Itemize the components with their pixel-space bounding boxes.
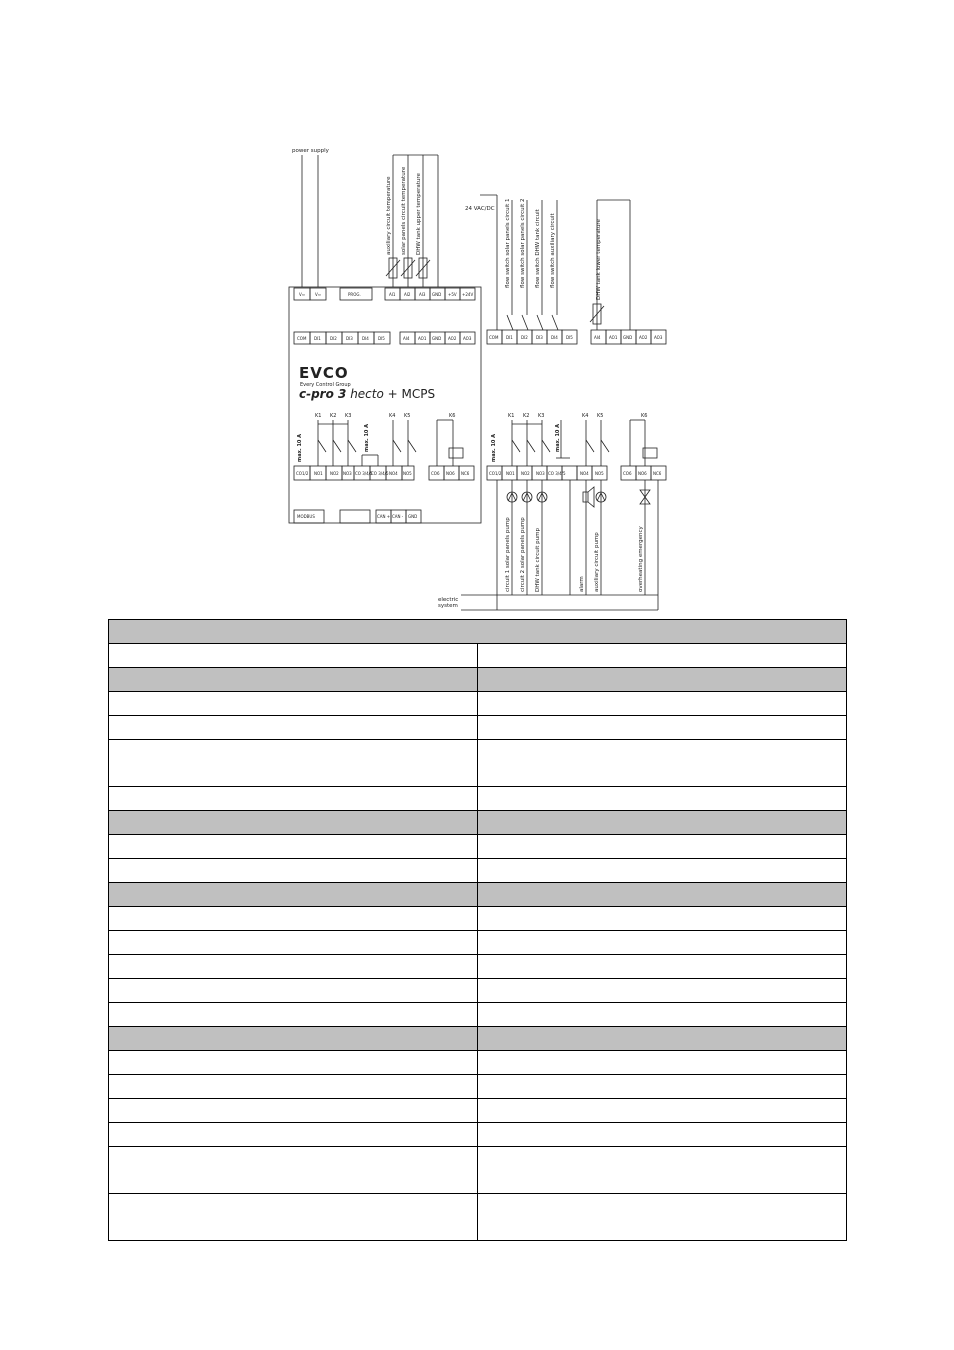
terminal-com: COM bbox=[297, 336, 307, 341]
relay-k3: K3 bbox=[345, 413, 352, 419]
terminal-ai3: AI3 bbox=[419, 292, 426, 297]
exp-relay-k1: K1 bbox=[508, 413, 515, 419]
exp-ao3: AO3 bbox=[654, 335, 663, 340]
sensor-label-1: auxiliary circuit temperature bbox=[386, 176, 392, 255]
table-row bbox=[109, 1003, 847, 1027]
load-label-overheating: overheating emergency bbox=[638, 526, 644, 592]
sensor-label-2: solar panels circuit temperature bbox=[401, 166, 407, 255]
exp-di2: DI2 bbox=[521, 335, 528, 340]
table-row bbox=[109, 1099, 847, 1123]
wiring-diagram bbox=[0, 0, 954, 620]
terminal-v1: V≈ bbox=[299, 292, 306, 297]
terminal-gnd-bottom: GND bbox=[408, 514, 418, 519]
max-label-2: max. 10 A bbox=[364, 423, 370, 452]
table-row bbox=[109, 931, 847, 955]
exp-out-nc6: NC6 bbox=[653, 471, 662, 476]
relay-k2: K2 bbox=[330, 413, 337, 419]
flow-label-2: flow switch solar panels circuit 2 bbox=[520, 198, 526, 288]
table-row bbox=[109, 1075, 847, 1099]
out-co12: CO1/2 bbox=[296, 471, 309, 476]
exp-ao1: AO1 bbox=[609, 335, 618, 340]
exp-relay-k5: K5 bbox=[597, 413, 604, 419]
exp-di1: DI1 bbox=[506, 335, 513, 340]
power-supply-label: power supply bbox=[292, 148, 329, 154]
max-label-1: max. 10 A bbox=[297, 433, 303, 462]
table-section-header bbox=[109, 668, 847, 692]
table-section-header bbox=[109, 883, 847, 907]
terminal-ao2: AO2 bbox=[448, 336, 457, 341]
table-row bbox=[109, 835, 847, 859]
terminal-ai1: AI1 bbox=[389, 292, 396, 297]
terminal-ao3: AO3 bbox=[463, 336, 472, 341]
load-label-1: circuit 1 solar panels pump bbox=[505, 517, 511, 592]
terminal-can-minus: CAN - bbox=[392, 514, 404, 519]
load-label-aux: auxiliary circuit pump bbox=[594, 532, 600, 592]
terminal-di4: DI4 bbox=[362, 336, 369, 341]
table-section-header bbox=[109, 1027, 847, 1051]
exp-di3: DI3 bbox=[536, 335, 543, 340]
exp-out-no3: NO3 bbox=[536, 471, 545, 476]
flow-label-4: flow switch auxiliary circuit bbox=[550, 213, 556, 288]
table-row bbox=[109, 1194, 847, 1241]
exp-di4: DI4 bbox=[551, 335, 558, 340]
exp-di5: DI5 bbox=[566, 335, 573, 340]
exp-relay-k6: K6 bbox=[641, 413, 648, 419]
exp-relay-k2: K2 bbox=[523, 413, 530, 419]
out-no2: NO2 bbox=[330, 471, 339, 476]
terminal-gnd-mid: GND bbox=[432, 336, 442, 341]
relay-k4: K4 bbox=[389, 413, 396, 419]
terminal-di2: DI2 bbox=[330, 336, 337, 341]
out-no6: NO6 bbox=[446, 471, 455, 476]
exp-out-co12: CO1/2 bbox=[489, 471, 502, 476]
table-row bbox=[109, 859, 847, 883]
exp-max-label-2: max. 10 A bbox=[555, 423, 561, 452]
exp-com: COM bbox=[489, 335, 499, 340]
table-row bbox=[109, 787, 847, 811]
product-name: c-pro 3 hecto + MCPS bbox=[299, 387, 436, 401]
exp-out-no1: NO1 bbox=[506, 471, 515, 476]
out-no1: NO1 bbox=[314, 471, 323, 476]
brand-subtitle: Every Control Group bbox=[300, 382, 351, 388]
table-row bbox=[109, 979, 847, 1003]
terminal-v2: V≈ bbox=[315, 292, 322, 297]
out-co6: CO6 bbox=[431, 471, 440, 476]
relay-k6: K6 bbox=[449, 413, 456, 419]
load-label-2: circuit 2 solar panels pump bbox=[520, 517, 526, 592]
flow-label-1: flow switch solar panels circuit 1 bbox=[505, 198, 511, 288]
terminal-prog: PROG. bbox=[348, 292, 361, 297]
table-row bbox=[109, 1147, 847, 1194]
table-section-header bbox=[109, 620, 847, 644]
exp-out-no4: NO4 bbox=[580, 471, 589, 476]
table-row bbox=[109, 644, 847, 668]
exp-relay-k4: K4 bbox=[582, 413, 589, 419]
exp-out-co6: CO6 bbox=[623, 471, 632, 476]
table-row bbox=[109, 1051, 847, 1075]
dhw-lower-label: DHW tank lower temperature bbox=[596, 219, 602, 300]
table-section-header bbox=[109, 811, 847, 835]
load-label-alarm: alarm bbox=[579, 576, 585, 592]
sensor-label-3: DHW tank upper temperature bbox=[416, 173, 422, 255]
table-row bbox=[109, 955, 847, 979]
terminal-gnd: GND bbox=[432, 292, 442, 297]
electric-system-label-2: system bbox=[438, 603, 458, 609]
flow-label-3: flow switch DHW tank circuit bbox=[535, 209, 541, 288]
terminal-ai2: AI2 bbox=[404, 292, 411, 297]
relay-k1: K1 bbox=[315, 413, 322, 419]
electric-system-label-1: electric bbox=[438, 597, 459, 603]
out-co345a: CO 3/4/5 bbox=[355, 471, 373, 476]
terminal-5v: +5V bbox=[448, 292, 457, 297]
terminal-di1: DI1 bbox=[314, 336, 321, 341]
exp-ai4: AI4 bbox=[594, 335, 601, 340]
relay-k5: K5 bbox=[404, 413, 411, 419]
exp-out-no6: NO6 bbox=[638, 471, 647, 476]
out-co345b: CO 3/4/5 bbox=[371, 471, 389, 476]
table-row bbox=[109, 692, 847, 716]
table-row bbox=[109, 716, 847, 740]
out-no5: NO5 bbox=[403, 471, 412, 476]
exp-out-no2: NO2 bbox=[521, 471, 530, 476]
out-nc6: NC6 bbox=[461, 471, 470, 476]
exp-max-label-1: max. 10 A bbox=[491, 433, 497, 462]
terminal-ao1: AO1 bbox=[418, 336, 427, 341]
terminal-di3: DI3 bbox=[346, 336, 353, 341]
brand-logo: EVCO bbox=[299, 364, 349, 382]
exp-out-no5: NO5 bbox=[595, 471, 604, 476]
terminal-di5: DI5 bbox=[378, 336, 385, 341]
out-no3: NO3 bbox=[343, 471, 352, 476]
exp-out-co345: CO 3/4/5 bbox=[548, 471, 566, 476]
table-row bbox=[109, 740, 847, 787]
table-row bbox=[109, 907, 847, 931]
load-label-3: DHW tank circuit pump bbox=[535, 528, 541, 592]
table-row bbox=[109, 1123, 847, 1147]
terminal-24v: +24V bbox=[462, 292, 474, 297]
spec-table bbox=[108, 619, 847, 1241]
exp-gnd: GND bbox=[623, 335, 633, 340]
terminal-ai4: AI4 bbox=[403, 336, 410, 341]
terminal-can-plus: CAN + bbox=[377, 514, 391, 519]
exp-relay-k3: K3 bbox=[538, 413, 545, 419]
exp-ao2: AO2 bbox=[639, 335, 648, 340]
supply-24v-label: 24 VAC/DC bbox=[465, 206, 495, 212]
terminal-modbus: MODBUS bbox=[297, 514, 315, 519]
out-no4: NO4 bbox=[389, 471, 398, 476]
